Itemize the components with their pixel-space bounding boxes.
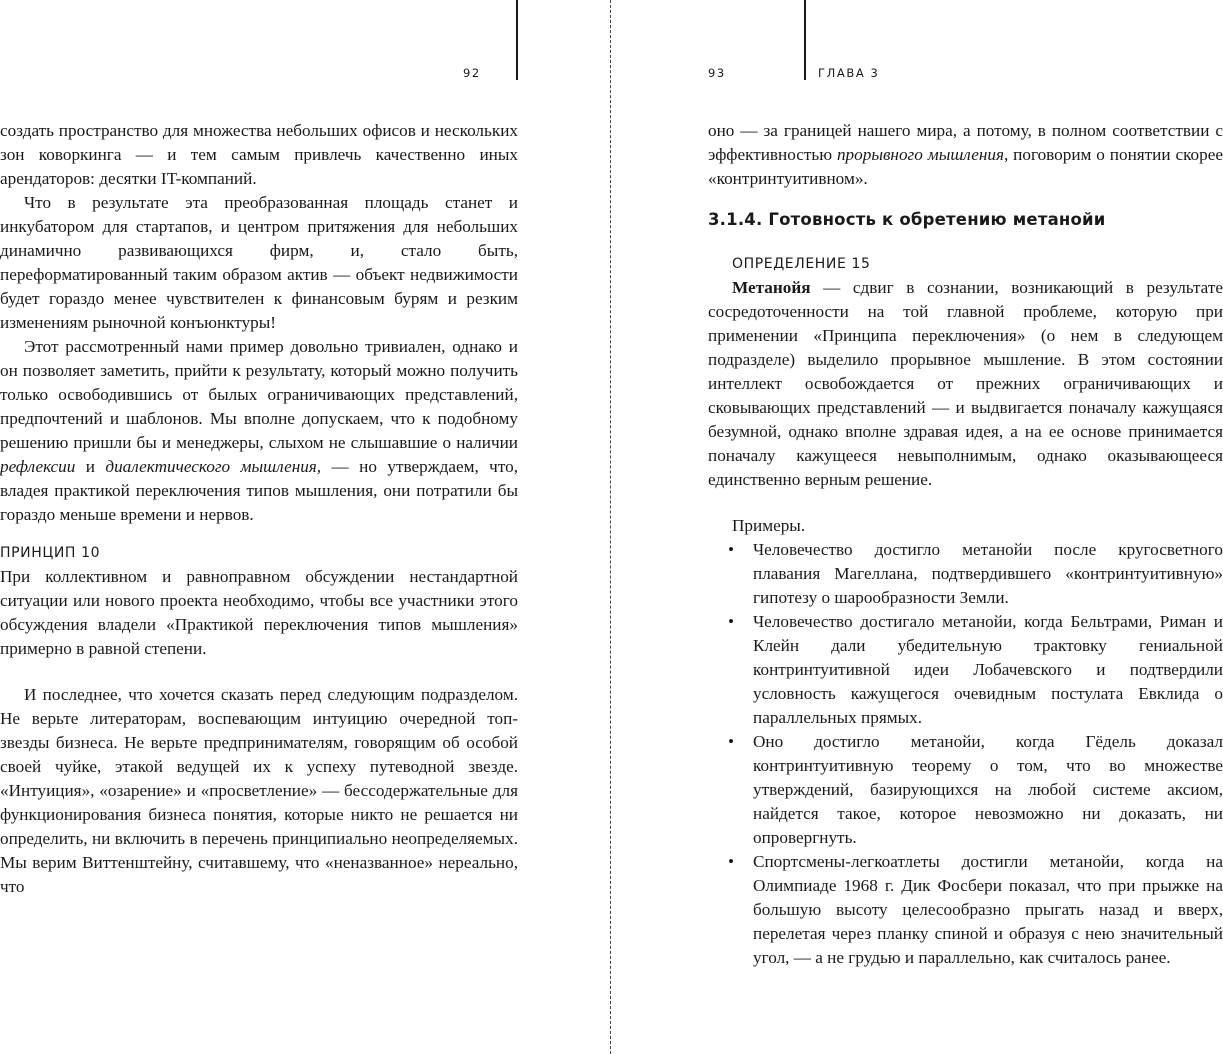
paragraph: создать пространство для множества небольших офисов и нескольких зон коворкинга — и тем самым привлечь качественно иных арендаторов: десятки IT-компаний. [0,121,518,188]
principle-text: При коллективном и равноправном обсуждении нестандартной ситуации или нового проекта необходимо, чтобы все участники этого обсуждения владели «Практикой переключения типов мышления» примерно в равной степени. [0,567,518,658]
section-heading: 3.1.4. Готовность к обретению метанойи [708,210,1106,229]
text-run: , поговорим о понятии скорее «контринтуитивном». [708,145,1223,188]
examples-list [708,538,1223,970]
list-item-text: Спортсмены-легкоатлеты достигли метанойи, когда на Олимпиаде 1968 г. Дик Фосбери показал, что при прыжке на большую высоту целесообразно прыгать назад и вверх, перелетая через планку спиной и образуя с нею значительный угол, — а не грудью и параллельно, как считалось ранее. [753,852,1223,967]
page-gutter-divider [610,0,611,1054]
header-rule [516,0,518,80]
italic-term: прорывного мышления [836,145,1004,164]
text-run: и [75,457,106,476]
examples-label: Примеры. [732,516,806,535]
intro-paragraph [708,119,1223,191]
list-item-text: Человечество достигло метанойи после кругосветного плавания Магеллана, подтвердившего «контринтуитивную» гипотезу о шарообразности Земли. [753,540,1223,607]
definition-label: ОПРЕДЕЛЕНИЕ 15 [732,256,871,272]
italic-term: рефлексии [0,457,76,476]
page-number: 93 [708,66,726,80]
text-run: — сдвиг в сознании, возникающий в результате сосредоточенности на той главной проблеме, которую при применении «Принципа переключения» (о нем в следующем подразделе) выделило прорывное мышление. В этом состоянии интеллект освобождается от прежних ограничивающих и сковывающих представлений — и выдвигается поначалу кажущаяся безумной, однако вполне здравая идея, а на ее основе принимается поначалу кажущееся невыполнимым, однако оказывающееся единственно верным решение. [708,278,1223,489]
principle-label: ПРИНЦИП 10 [0,545,101,561]
paragraph: Что в результате эта преобразованная площадь станет и инкубатором для стартапов, и центром притяжения для небольших динамично развивающихся фирм, и, стало быть, переформатированный таким образом актив — объект недвижимости будет гораздо менее чувствителен к финансовым бурям и резким изменениям рыночной конъюнктуры! [0,193,518,332]
list-item [708,730,1223,850]
page-number: 92 [463,66,481,80]
chapter-title: ГЛАВА 3 [818,66,880,80]
definition-text [708,276,1223,492]
list-item [708,538,1223,610]
header-rule [804,0,806,80]
list-item [708,850,1223,970]
right-page [708,0,1223,1054]
bullet-icon: • [728,732,735,751]
text-run: оно — за границей нашего мира, а потому, в полном соответствии с эффективностью [708,121,1223,164]
example-paragraph [0,335,518,527]
list-item-text: Человечество достигало метанойи, когда Бельтрами, Риман и Клейн дали убедительную трактовку гениальной контринтуитивной идеи Лобачевского и подтвердили условность кажущегося очевидным постулата Евклида о параллельных прямых. [753,612,1223,727]
list-item [708,610,1223,730]
bullet-icon: • [728,540,735,559]
bullet-icon: • [728,852,735,871]
left-page-body [0,119,518,899]
text-run: Этот рассмотренный нами пример довольно тривиален, однако и он позволяет заметить, прийти к результату, который можно получить только освободившись от былых ограничивающих представлений, предпочтений и шаблонов. Мы вполне допускаем, что к подобному решению пришли бы и менеджеры, слыхом не слышавшие о наличии [0,337,518,452]
list-item-text: Оно достигло метанойи, когда Гёдель доказал контринтуитивную теорему о том, что во множестве утверждений, базирующихся на любой системе аксиом, найдется такое, которое невозможно ни доказать, ни опровергнуть. [753,732,1223,847]
bullet-icon: • [728,612,735,631]
right-page-body [708,119,1223,970]
italic-term: диалектического мышления, [105,457,322,476]
left-page [0,0,518,1054]
defined-term: Метанойя [732,278,811,297]
final-paragraph: И последнее, что хочется сказать перед следующим подразделом. Не верьте литераторам, воспевающим интуицию очередной топ-звезды бизнеса. Не верьте предпринимателям, говорящим об особой своей чуйке, этакой ведущей их к успеху путеводной звезде. «Интуиция», «озарение» и «просветление» — бессодержательные для функционирования бизнеса понятия, которые никто не решается ни определить, ни включить в перечень принципиально неопределяемых. Мы верим Виттенштейну, считавшему, что «неназванное» нереально, что [0,685,518,896]
text-run: — но утверждаем, что, владея практикой переключения типов мышления, они потратили бы гораздо меньше времени и нервов. [0,457,518,524]
